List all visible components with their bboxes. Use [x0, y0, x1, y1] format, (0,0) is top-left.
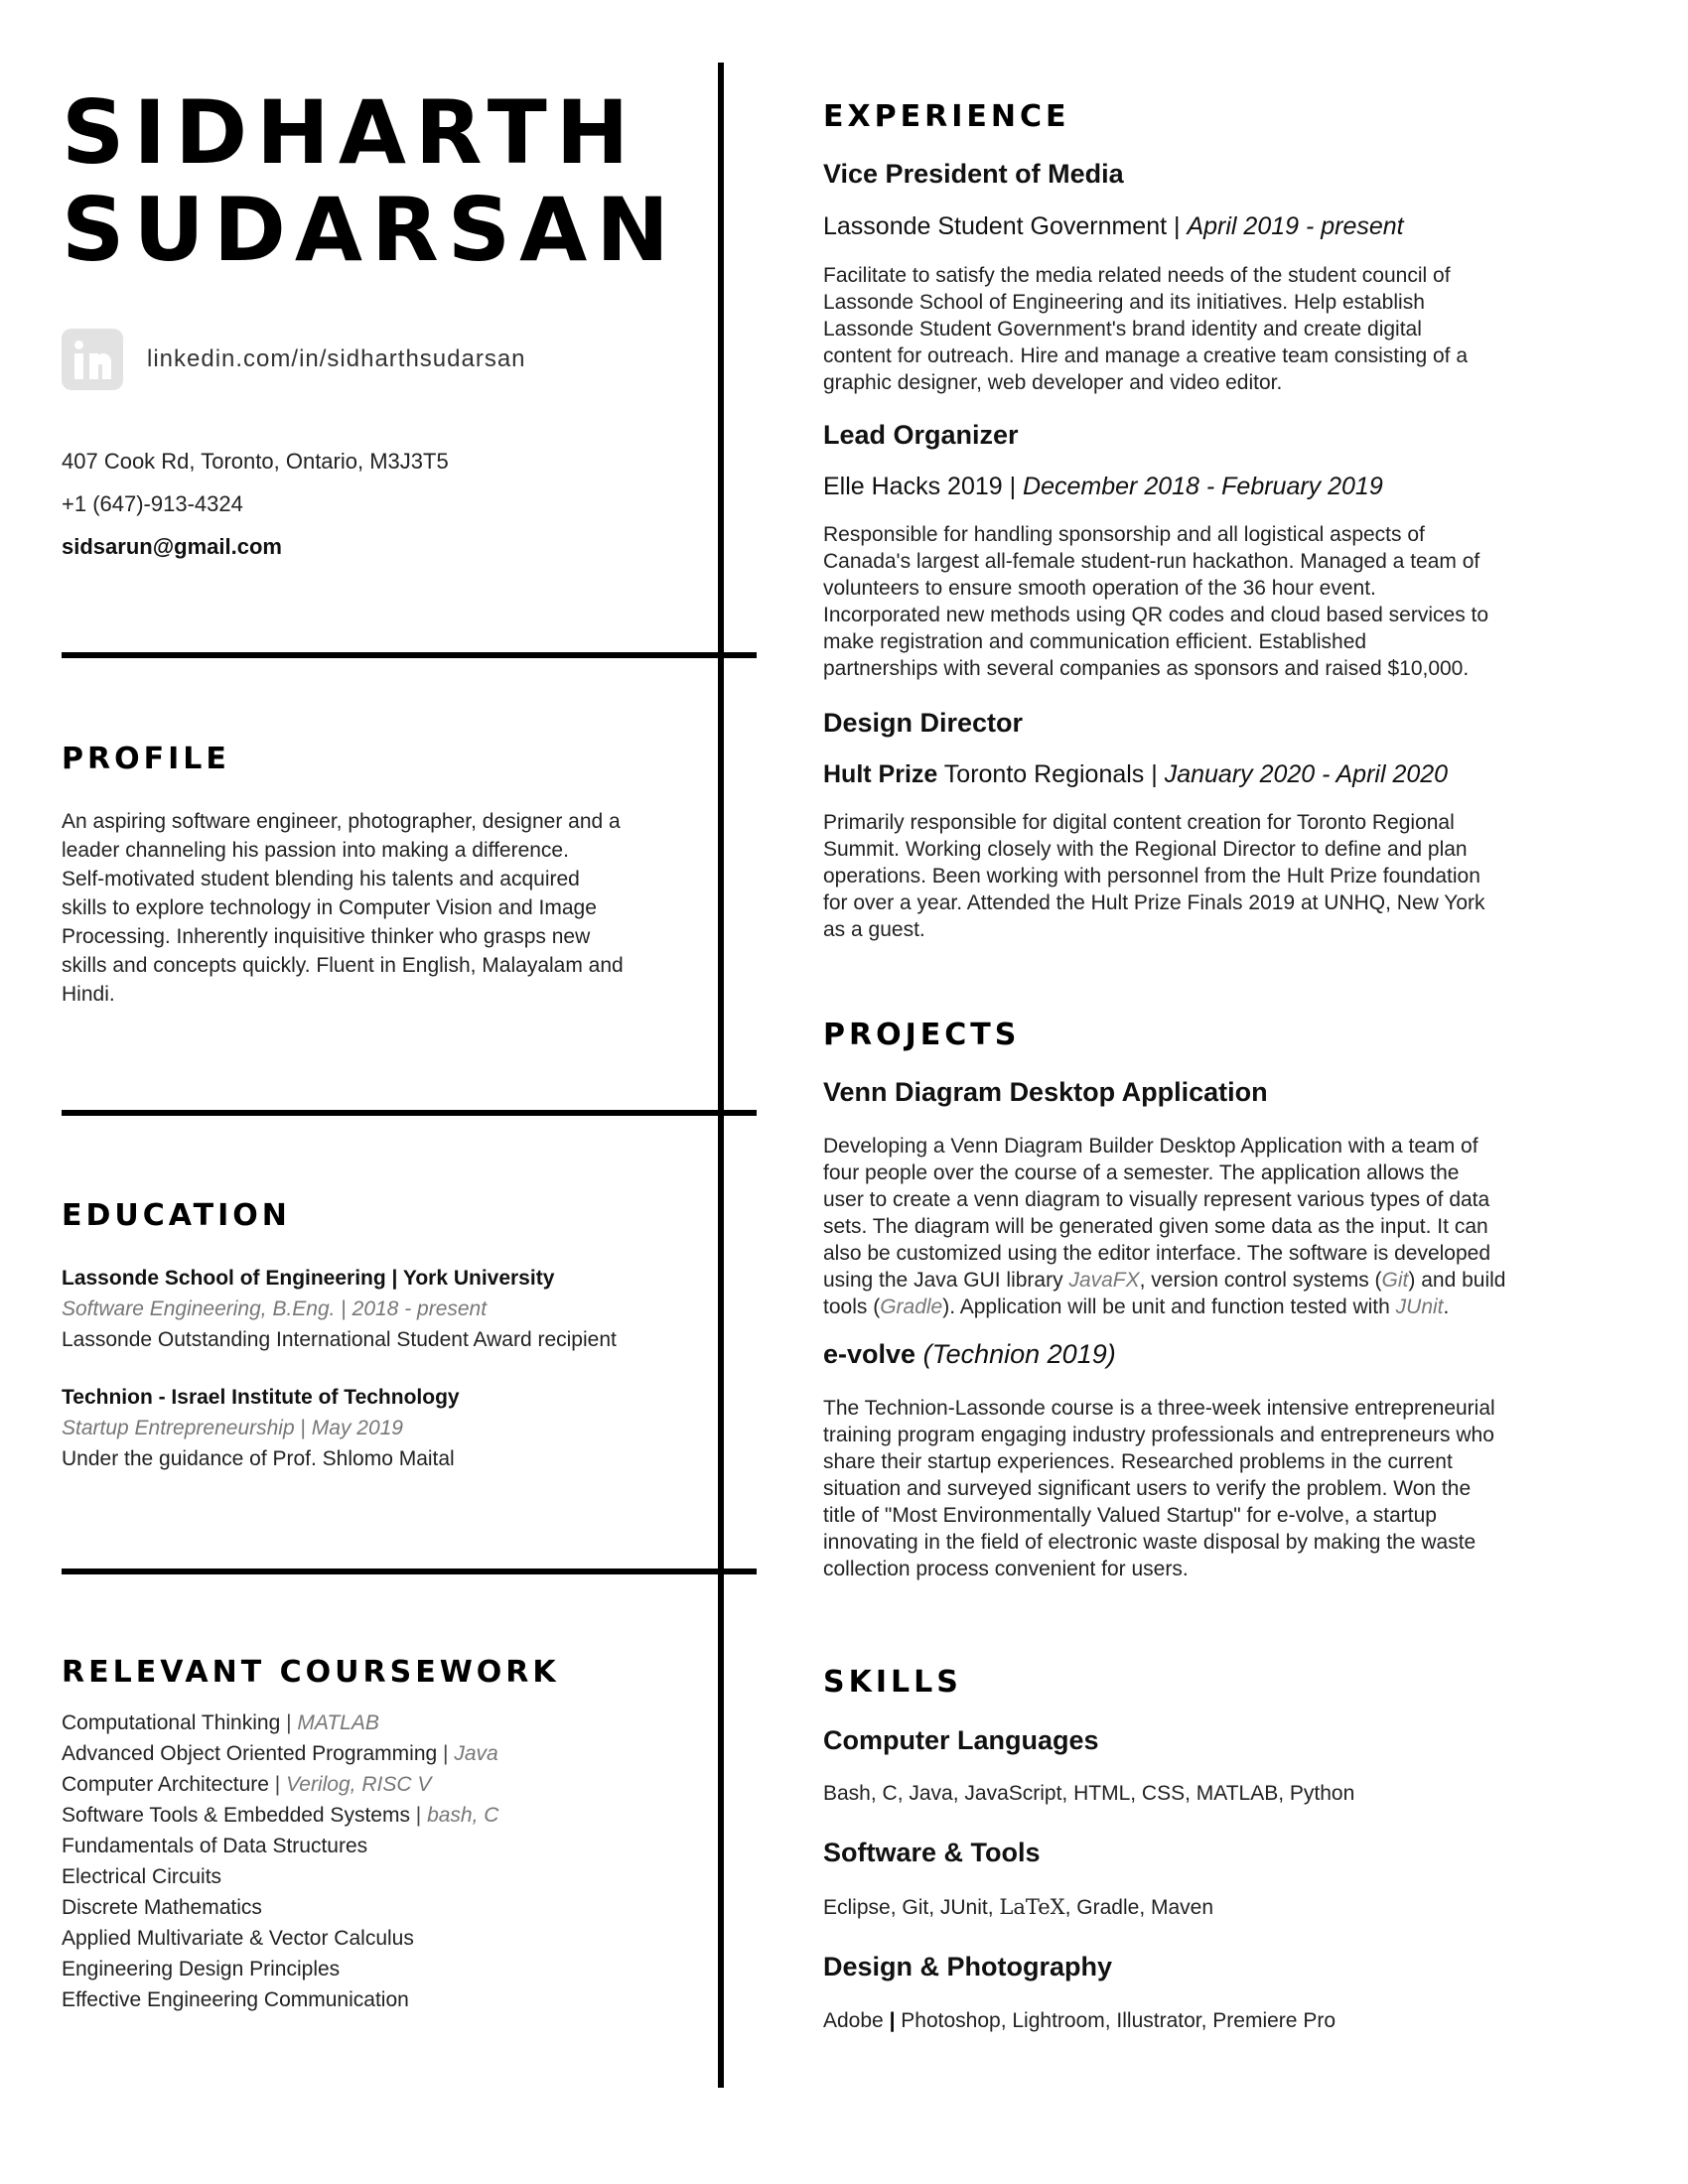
skill-group-title: Software & Tools [823, 1838, 1041, 1867]
job-description: Facilitate to satisfy the media related needs of the student council of Lassonde School of Engineering and its initiatives. Help establish Lassonde Student Government's brand identity and create digital content for outreach. Hire and manage a creative team consisting of a graphic designer, web developer and video editor. [823, 264, 1469, 394]
edu-school: Technion - Israel Institute of Technology [62, 1386, 460, 1409]
job-title: Design Director [823, 708, 1024, 738]
job-org: Lassonde Student Government | April 2019 - present [823, 212, 1404, 240]
project-description: Developing a Venn Diagram Builder Desktop Application with a team of four people over the course of a semester. The application allows the user to create a venn diagram to visually represent various types of data sets. The diagram will be generated given some data as the input. It can also be customized using the editor interface. The software is developed using the Java GUI library JavaFX, version control systems (Git) and build tools (Gradle). Application will be unit and function tested with JUnit. [823, 1135, 1506, 1318]
name-last: SUDARSAN [62, 179, 678, 281]
job-org: Elle Hacks 2019 | December 2018 - February 2019 [823, 473, 1383, 500]
experience-heading: EXPERIENCE [823, 99, 1070, 134]
education-heading: EDUCATION [62, 1198, 291, 1233]
profile-text: An aspiring software engineer, photographer, designer and a leader channeling his passion into making a difference. Self-motivated student blending his talents and acquired skills to explore technology in Computer Vision and Image Processing. Inherently inquisitive thinker who grasps new skills and concepts quickly. Fluent in English, Malayalam and Hindi. [62, 810, 624, 1006]
skill-group-text: Eclipse, Git, JUnit, LaTeX, Gradle, Maven [823, 1895, 1214, 1919]
skill-group-text: Adobe | Photoshop, Lightroom, Illustrator, Premiere Pro [823, 2009, 1336, 2032]
vertical-divider [718, 63, 724, 2088]
edu-program-line: Startup Entrepreneurship | May 2019 [62, 1417, 403, 1439]
edu-program: Software Engineering, B.Eng. [62, 1297, 336, 1320]
phone: +1 (647)-913-4324 [62, 491, 243, 516]
list-item: Advanced Object Oriented Programming | Java [62, 1742, 498, 1765]
address: 407 Cook Rd, Toronto, Ontario, M3J3T5 [62, 449, 449, 474]
list-item: Computational Thinking | MATLAB [62, 1711, 379, 1734]
edu-dates: May 2019 [311, 1417, 403, 1439]
coursework-heading: RELEVANT COURSEWORK [62, 1655, 560, 1690]
skill-group-title: Design & Photography [823, 1952, 1113, 1981]
horizontal-divider [62, 1110, 757, 1116]
job-dates: January 2020 - April 2020 [1164, 760, 1449, 788]
linkedin-row[interactable] [62, 329, 526, 390]
email[interactable]: sidsarun@gmail.com [62, 534, 282, 559]
job-dates: December 2018 - February 2019 [1023, 473, 1383, 500]
project-title: Venn Diagram Desktop Application [823, 1077, 1268, 1107]
edu-school: Lassonde School of Engineering | York University [62, 1267, 555, 1290]
job-title: Lead Organizer [823, 420, 1019, 450]
job-description: Primarily responsible for digital content creation for Toronto Regional Summit. Working closely with the Regional Director to define and plan operations. Been working with personnel from the Hult Prize foundation for over a year. Attended the Hult Prize Finals 2019 at UNHQ, New York as a guest. [823, 811, 1485, 941]
list-item: Software Tools & Embedded Systems | bash, C [62, 1804, 499, 1827]
job-org: Hult Prize Toronto Regionals | January 2020 - April 2020 [823, 760, 1449, 788]
list-item: Effective Engineering Communication [62, 1988, 409, 2011]
skill-group-title: Computer Languages [823, 1725, 1099, 1755]
list-item: Computer Architecture | Verilog, RISC V [62, 1773, 432, 1796]
projects-heading: PROJECTS [823, 1018, 1021, 1052]
edu-program-line: Software Engineering, B.Eng. | 2018 - present [62, 1297, 488, 1320]
horizontal-divider [62, 652, 757, 658]
job-description: Responsible for handling sponsorship and all logistical aspects of Canada's largest all-female student-run hackathon. Managed a team of volunteers to ensure smooth operation of the 36 hour event. Incorporated new methods using QR codes and cloud based services to make registration and communication efficient. Established partnerships with several companies as sponsors and raised $10,000. [823, 523, 1489, 680]
list-item: Discrete Mathematics [62, 1896, 262, 1919]
list-item: Applied Multivariate & Vector Calculus [62, 1927, 414, 1950]
name-first: SIDHARTH [62, 81, 638, 184]
edu-dates: 2018 - present [352, 1297, 488, 1320]
edu-note: Under the guidance of Prof. Shlomo Maital [62, 1447, 455, 1470]
horizontal-divider [62, 1569, 757, 1574]
edu-note: Lassonde Outstanding International Student Award recipient [62, 1328, 617, 1351]
resume-name [62, 81, 697, 281]
linkedin-url[interactable]: linkedin.com/in/sidharthsudarsan [147, 345, 526, 372]
skills-heading: SKILLS [823, 1665, 962, 1700]
job-dates: April 2019 - present [1187, 212, 1404, 240]
project-title: e-volve (Technion 2019) [823, 1339, 1116, 1369]
project-subtitle: (Technion 2019) [922, 1339, 1116, 1369]
skill-group-text: Bash, C, Java, JavaScript, HTML, CSS, MATLAB, Python [823, 1782, 1355, 1805]
project-description: The Technion-Lassonde course is a three-week intensive entrepreneurial training program engaging industry professionals and entrepreneurs who share their startup experiences. Researched problems in the current situation and surveyed significant users to verify the problem. Won the title of "Most Environmentally Valued Startup" for e-volve, a startup innovating in the field of electronic waste disposal by making the waste collection process convenient for users. [823, 1397, 1495, 1580]
linkedin-icon[interactable] [62, 329, 123, 390]
job-title: Vice President of Media [823, 159, 1124, 189]
list-item: Fundamentals of Data Structures [62, 1835, 368, 1857]
list-item: Electrical Circuits [62, 1865, 222, 1888]
list-item: Engineering Design Principles [62, 1958, 341, 1980]
edu-program: Startup Entrepreneurship [62, 1417, 295, 1439]
profile-heading: PROFILE [62, 742, 230, 776]
latex-logo: LaTeX [999, 1895, 1065, 1919]
coursework-list [62, 1707, 498, 2015]
